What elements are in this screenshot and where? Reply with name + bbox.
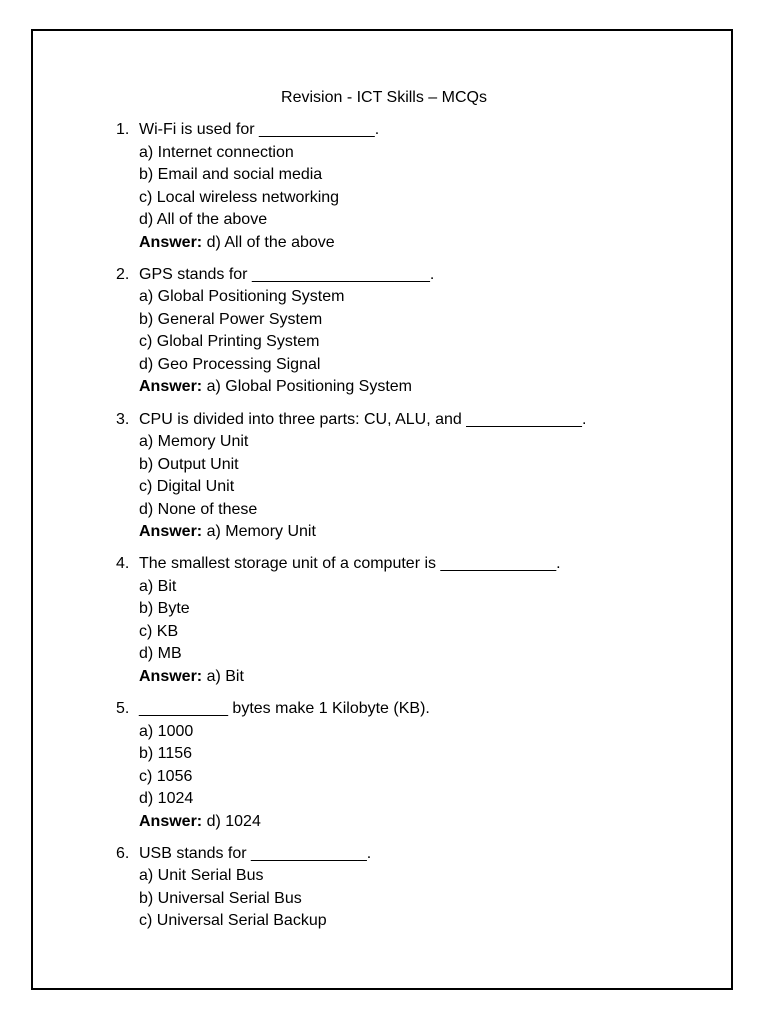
answer-option: c) KB (139, 622, 179, 640)
answer-option: a) 1000 (139, 722, 194, 740)
question-item (116, 119, 716, 254)
answer-label: Answer: (139, 812, 203, 830)
answer-option: d) 1024 (139, 790, 194, 808)
answer-option: c) Digital Unit (139, 478, 235, 496)
page-title: Revision - ICT Skills – MCQs (281, 89, 487, 106)
answer-option: a) Unit Serial Bus (139, 867, 264, 885)
answer-label: Answer: (139, 523, 203, 541)
answer-value: d) All of the above (206, 233, 335, 251)
question-item (116, 843, 716, 933)
answer-option: d) None of these (139, 500, 258, 518)
answer-label: Answer: (139, 233, 203, 251)
question-stem: GPS stands for ____________________. (139, 265, 435, 283)
question-number: 3. (116, 410, 130, 428)
question-number: 6. (116, 844, 130, 862)
question-item (116, 698, 716, 833)
question-item (116, 553, 716, 688)
question-stem: USB stands for _____________. (139, 844, 372, 862)
answer-option: a) Global Positioning System (139, 288, 345, 306)
answer-option: d) Geo Processing Signal (139, 355, 321, 373)
answer-option: c) Local wireless networking (139, 188, 340, 206)
answer-line (139, 232, 716, 255)
answer-option: b) Universal Serial Bus (139, 889, 302, 907)
answer-option: c) Global Printing System (139, 333, 320, 351)
answer-option: d) All of the above (139, 211, 268, 228)
question-number: 1. (116, 121, 130, 138)
answer-value: a) Global Positioning System (206, 378, 413, 396)
question-number: 4. (116, 555, 130, 573)
answer-option: b) 1156 (139, 745, 193, 763)
question-stem: The smallest storage unit of a computer is _____________. (139, 555, 561, 573)
question-item (116, 264, 716, 399)
answer-label: Answer: (139, 667, 203, 685)
answer-line (139, 521, 716, 544)
question-list (116, 119, 716, 943)
answer-option: a) Internet connection (139, 143, 294, 161)
question-stem: __________ bytes make 1 Kilobyte (KB). (139, 700, 430, 718)
answer-option: a) Memory Unit (139, 433, 249, 451)
answer-option: b) Byte (139, 600, 190, 618)
answer-value: d) 1024 (206, 812, 261, 830)
answer-value: a) Memory Unit (206, 523, 316, 541)
question-item (116, 409, 716, 544)
answer-option: b) Email and social media (139, 166, 323, 183)
answer-option: c) Universal Serial Backup (139, 912, 327, 930)
answer-line (139, 811, 716, 834)
question-number: 2. (116, 265, 130, 283)
answer-option: d) MB (139, 645, 182, 663)
answer-line (139, 666, 716, 689)
answer-option: c) 1056 (139, 767, 193, 785)
question-number: 5. (116, 700, 130, 718)
answer-option: b) General Power System (139, 310, 323, 328)
answer-option: b) Output Unit (139, 455, 239, 473)
answer-line (139, 376, 716, 399)
answer-label: Answer: (139, 378, 203, 396)
question-stem: Wi-Fi is used for _____________. (139, 121, 380, 138)
question-stem: CPU is divided into three parts: CU, ALU, and _____________. (139, 410, 587, 428)
answer-option: a) Bit (139, 577, 177, 595)
answer-value: a) Bit (206, 667, 244, 685)
